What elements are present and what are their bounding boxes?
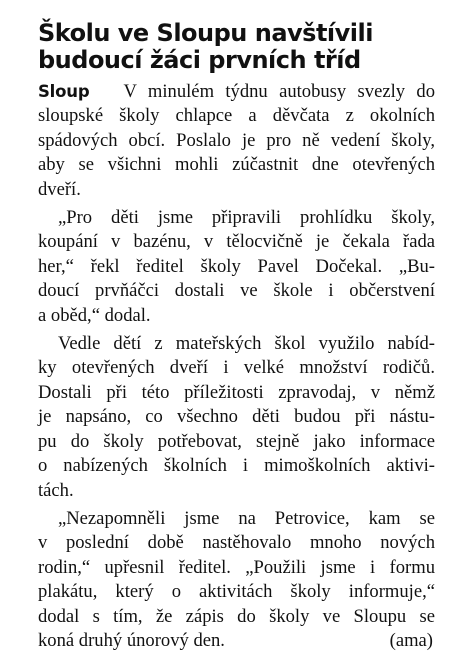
text-span: koná druhý únorový den. <box>38 629 225 651</box>
paragraph-2 <box>38 206 435 328</box>
article-headline <box>38 20 435 74</box>
text-line: pu do školy potřebovat, stejně jako informace <box>38 430 435 452</box>
text-line: dodal s tím, že zápis do školy ve Sloupu se <box>38 605 435 627</box>
paragraph-4 <box>38 507 435 653</box>
author-signature: (ama) <box>389 629 433 651</box>
text-line: v poslední době nastěhovalo mnoho nových <box>38 532 435 554</box>
text-line: „Nezapomněli jsme na Petrovice, kam se <box>58 507 435 529</box>
text-line: o nabízených školních i mimoškolních aktivi- <box>38 455 435 477</box>
text-line: Vedle dětí z mateřských škol využilo nabíd- <box>58 333 435 355</box>
dateline: Sloup <box>38 82 90 101</box>
text-line: „Pro děti jsme připravili prohlídku školy, <box>58 207 435 229</box>
text-line: plakátu, který o aktivitách školy informuje,“ <box>38 581 435 603</box>
text-line <box>38 80 435 104</box>
text-line: aby se všichni mohli zúčastnit dne otevřených <box>38 154 435 176</box>
text-line: rodin,“ upřesnil ředitel. „Použili jsme i formu <box>38 556 435 578</box>
text-span: V minulém týdnu autobusy svezly do <box>123 81 435 102</box>
text-line: Dostali při této příležitosti zpravodaj, v němž <box>38 381 435 403</box>
text-line: je napsáno, co všechno děti budou při nástu- <box>38 406 435 428</box>
text-line: dveří. <box>38 178 81 200</box>
article-body <box>38 80 435 653</box>
text-line: her,“ řekl ředitel školy Pavel Dočekal. „Bu- <box>38 255 435 277</box>
text-line: sloupské školy chlapce a děvčata z okolních <box>38 105 435 127</box>
paragraph-3 <box>38 332 435 503</box>
text-line: ky otevřených dveří i velké množství rodičů. <box>38 357 435 379</box>
paragraph-1 <box>38 80 435 202</box>
text-line: spádových obcí. Poslalo je pro ně vedení školy, <box>38 129 435 151</box>
headline-line-1: Školu ve Sloupu navštívili <box>38 19 373 47</box>
text-line: tách. <box>38 479 74 501</box>
text-line: doucí prvňáčci dostali ve škole i občerstvení <box>38 280 435 302</box>
text-line: a oběd,“ dodal. <box>38 304 151 326</box>
text-line: koupání v bazénu, v tělocvičně je čekala řada <box>38 231 435 253</box>
text-line <box>38 629 435 653</box>
headline-line-2: budoucí žáci prvních tříd <box>38 46 361 74</box>
